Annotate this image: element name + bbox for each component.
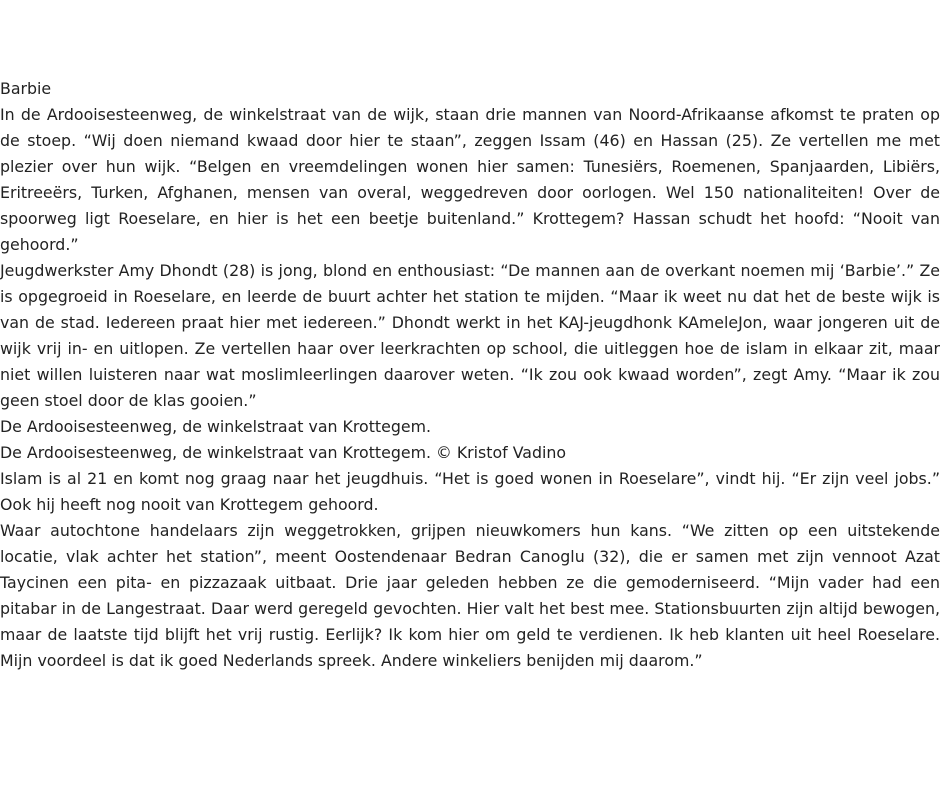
image-caption: De Ardooisesteenweg, de winkelstraat van Krottegem. © Kristof Vadino xyxy=(0,443,567,462)
article-paragraph: In de Ardooisesteenweg, de winkelstraat van de wijk, staan drie mannen van Noord-Afrikaanse afkomst te praten op de stoep. “Wij doen niemand kwaad door hier te staan”, zeggen Issam (46) en Hassan (25). Ze vertellen me met plezier over hun wijk. “Belgen en vreemdelingen wonen hier samen: Tunesiërs, Roemenen, Spanjaarden, Libiërs, Eritreeërs, Turken, Afghanen, mensen van overal, weggedreven door oorlogen. Wel 150 nationaliteiten! Over de spoorweg ligt Roeselare, en hier is het een beetje buitenland.” Krottegem? Hassan schudt het hoofd: “Nooit van gehoord.” xyxy=(0,105,940,254)
article-paragraph: Waar autochtone handelaars zijn weggetrokken, grijpen nieuwkomers hun kans. “We zitten op een uitstekende locatie, vlak achter het station”, meent Oostendenaar Bedran Canoglu (32), die er samen met zijn vennoot Azat Taycinen een pita- en pizzazaak uitbaat. Drie jaar geleden hebben ze die gemoderniseerd. “Mijn vader had een pitabar in de Langestraat. Daar werd geregeld gevochten. Hier valt het best mee. Stationsbuurten zijn altijd bewogen, maar de laatste tijd blijft het vrij rustig. Eerlijk? Ik kom hier om geld te verdienen. Ik heb klanten uit heel Roeselare. Mijn voordeel is dat ik goed Nederlands spreek. Andere winkeliers benijden mij daarom.” xyxy=(0,521,940,670)
article-paragraph: Islam is al 21 en komt nog graag naar het jeugdhuis. “Het is goed wonen in Roeselare”, vindt hij. “Er zijn veel jobs.” Ook hij heeft nog nooit van Krottegem gehoord. xyxy=(0,469,940,514)
image-alt-text: De Ardooisesteenweg, de winkelstraat van Krottegem. xyxy=(0,417,431,436)
section-heading: Barbie xyxy=(0,79,52,98)
article-paragraph: Jeugdwerkster Amy Dhondt (28) is jong, blond en enthousiast: “De mannen aan de overkant noemen mij ‘Barbie’.” Ze is opgegroeid in Roeselare, en leerde de buurt achter het station te mijden. “Maar ik weet nu dat het de beste wijk is van de stad. Iedereen praat hier met iedereen.” Dhondt werkt in het KAJ-jeugdhonk KAmeleJon, waar jongeren uit de wijk vrij in- en uitlopen. Ze vertellen haar over leerkrachten op school, die uitleggen hoe de islam in elkaar zit, maar niet willen luisteren naar wat moslimleerlingen daarover weten. “Ik zou ook kwaad worden”, zegt Amy. “Maar ik zou geen stoel door de klas gooien.” xyxy=(0,261,940,410)
article-body xyxy=(0,76,940,674)
